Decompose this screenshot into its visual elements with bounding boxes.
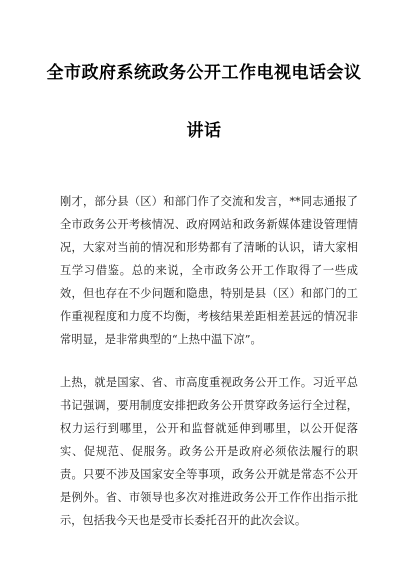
paragraph-2: 上热，就是国家、省、市高度重视政务公开工作。习近平总书记强调，要用制度安排把政务公开贯穿政务运行全过程，权力运行到哪里，公开和监督就延伸到哪里，以公开促落实、促规范、促服务。政务公开是政府必须依法履行的职责。只要不涉及国家安全等事项，政务公开就是常态不公开是例外。省、市领导也多次对推进政务公开工作作出指示批示，包括我今天也是受市长委托召开的此次会议。 — [60, 376, 358, 527]
document-subtitle: 讲话 — [186, 121, 222, 141]
paragraph-1: 刚才，部分县（区）和部门作了交流和发言，**同志通报了全市政务公开考核情况、政府网站和政务新媒体建设管理情况，大家对当前的情况和形势都有了清晰的认识，请大家相互学习借鉴。总的来说，全市政务公开工作取得了一些成效，但也存在不少问题和隐患，特别是县（区）和部门的工作重视程度和力度不均衡，考核结果差距相差甚远的情况非常明显，是非常典型的“上热中温下凉”。 — [60, 195, 358, 346]
document-title: 全市政府系统政务公开工作电视电话会议 — [46, 63, 362, 83]
